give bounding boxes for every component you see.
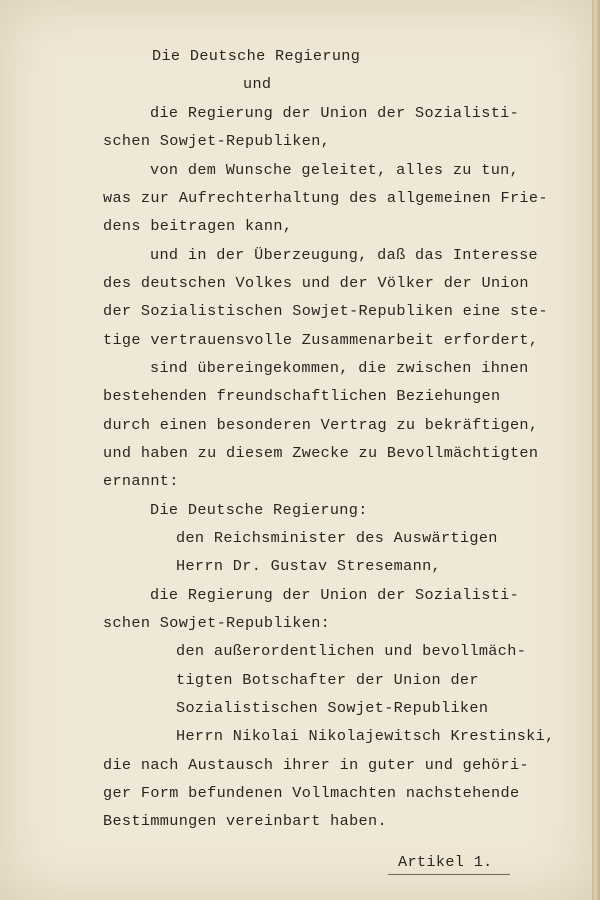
text-line: Die Deutsche Regierung [152, 47, 361, 65]
text-line: Die Deutsche Regierung: [150, 501, 368, 519]
text-line: von dem Wunsche geleitet, alles zu tun, [150, 161, 520, 179]
text-line: und haben zu diesem Zwecke zu Bevollmächtigten [103, 444, 539, 462]
text-line: tige vertrauensvolle Zusammenarbeit erfordert, [103, 331, 539, 349]
text-line: ernannt: [103, 472, 179, 490]
text-line: schen Sowjet-Republiken: [103, 614, 331, 632]
text-line: die Regierung der Union der Sozialisti- [150, 586, 520, 604]
text-line: schen Sowjet-Republiken, [103, 132, 331, 150]
text-line: der Sozialistischen Sowjet-Republiken eine ste- [103, 302, 548, 320]
text-line: des deutschen Volkes und der Völker der Union [103, 274, 529, 292]
text-line: und [243, 75, 272, 93]
text-line: den außerordentlichen und bevollmäch- [176, 642, 527, 660]
text-line: bestehenden freundschaftlichen Beziehungen [103, 387, 501, 405]
text-line: den Reichsminister des Auswärtigen [176, 529, 498, 547]
text-line: ger Form befundenen Vollmachten nachstehende [103, 784, 520, 802]
text-line: sind übereingekommen, die zwischen ihnen [150, 359, 529, 377]
text-line: Sozialistischen Sowjet-Republiken [176, 699, 489, 717]
text-line: und in der Überzeugung, daß das Interesse [150, 246, 539, 264]
text-line: Herrn Nikolai Nikolajewitsch Krestinski, [176, 727, 555, 745]
text-line: die Regierung der Union der Sozialisti- [150, 104, 520, 122]
text-line: Bestimmungen vereinbart haben. [103, 812, 387, 830]
text-line: tigten Botschafter der Union der [176, 671, 479, 689]
text-line: was zur Aufrechterhaltung des allgemeinen Frie- [103, 189, 548, 207]
page-edge [592, 0, 600, 900]
heading-underline [388, 874, 510, 875]
article-heading: Artikel 1. [398, 853, 493, 871]
text-line: dens beitragen kann, [103, 217, 293, 235]
text-line: durch einen besonderen Vertrag zu bekräftigen, [103, 416, 539, 434]
text-line: Herrn Dr. Gustav Stresemann, [176, 557, 441, 575]
text-line: die nach Austausch ihrer in guter und gehöri- [103, 756, 529, 774]
